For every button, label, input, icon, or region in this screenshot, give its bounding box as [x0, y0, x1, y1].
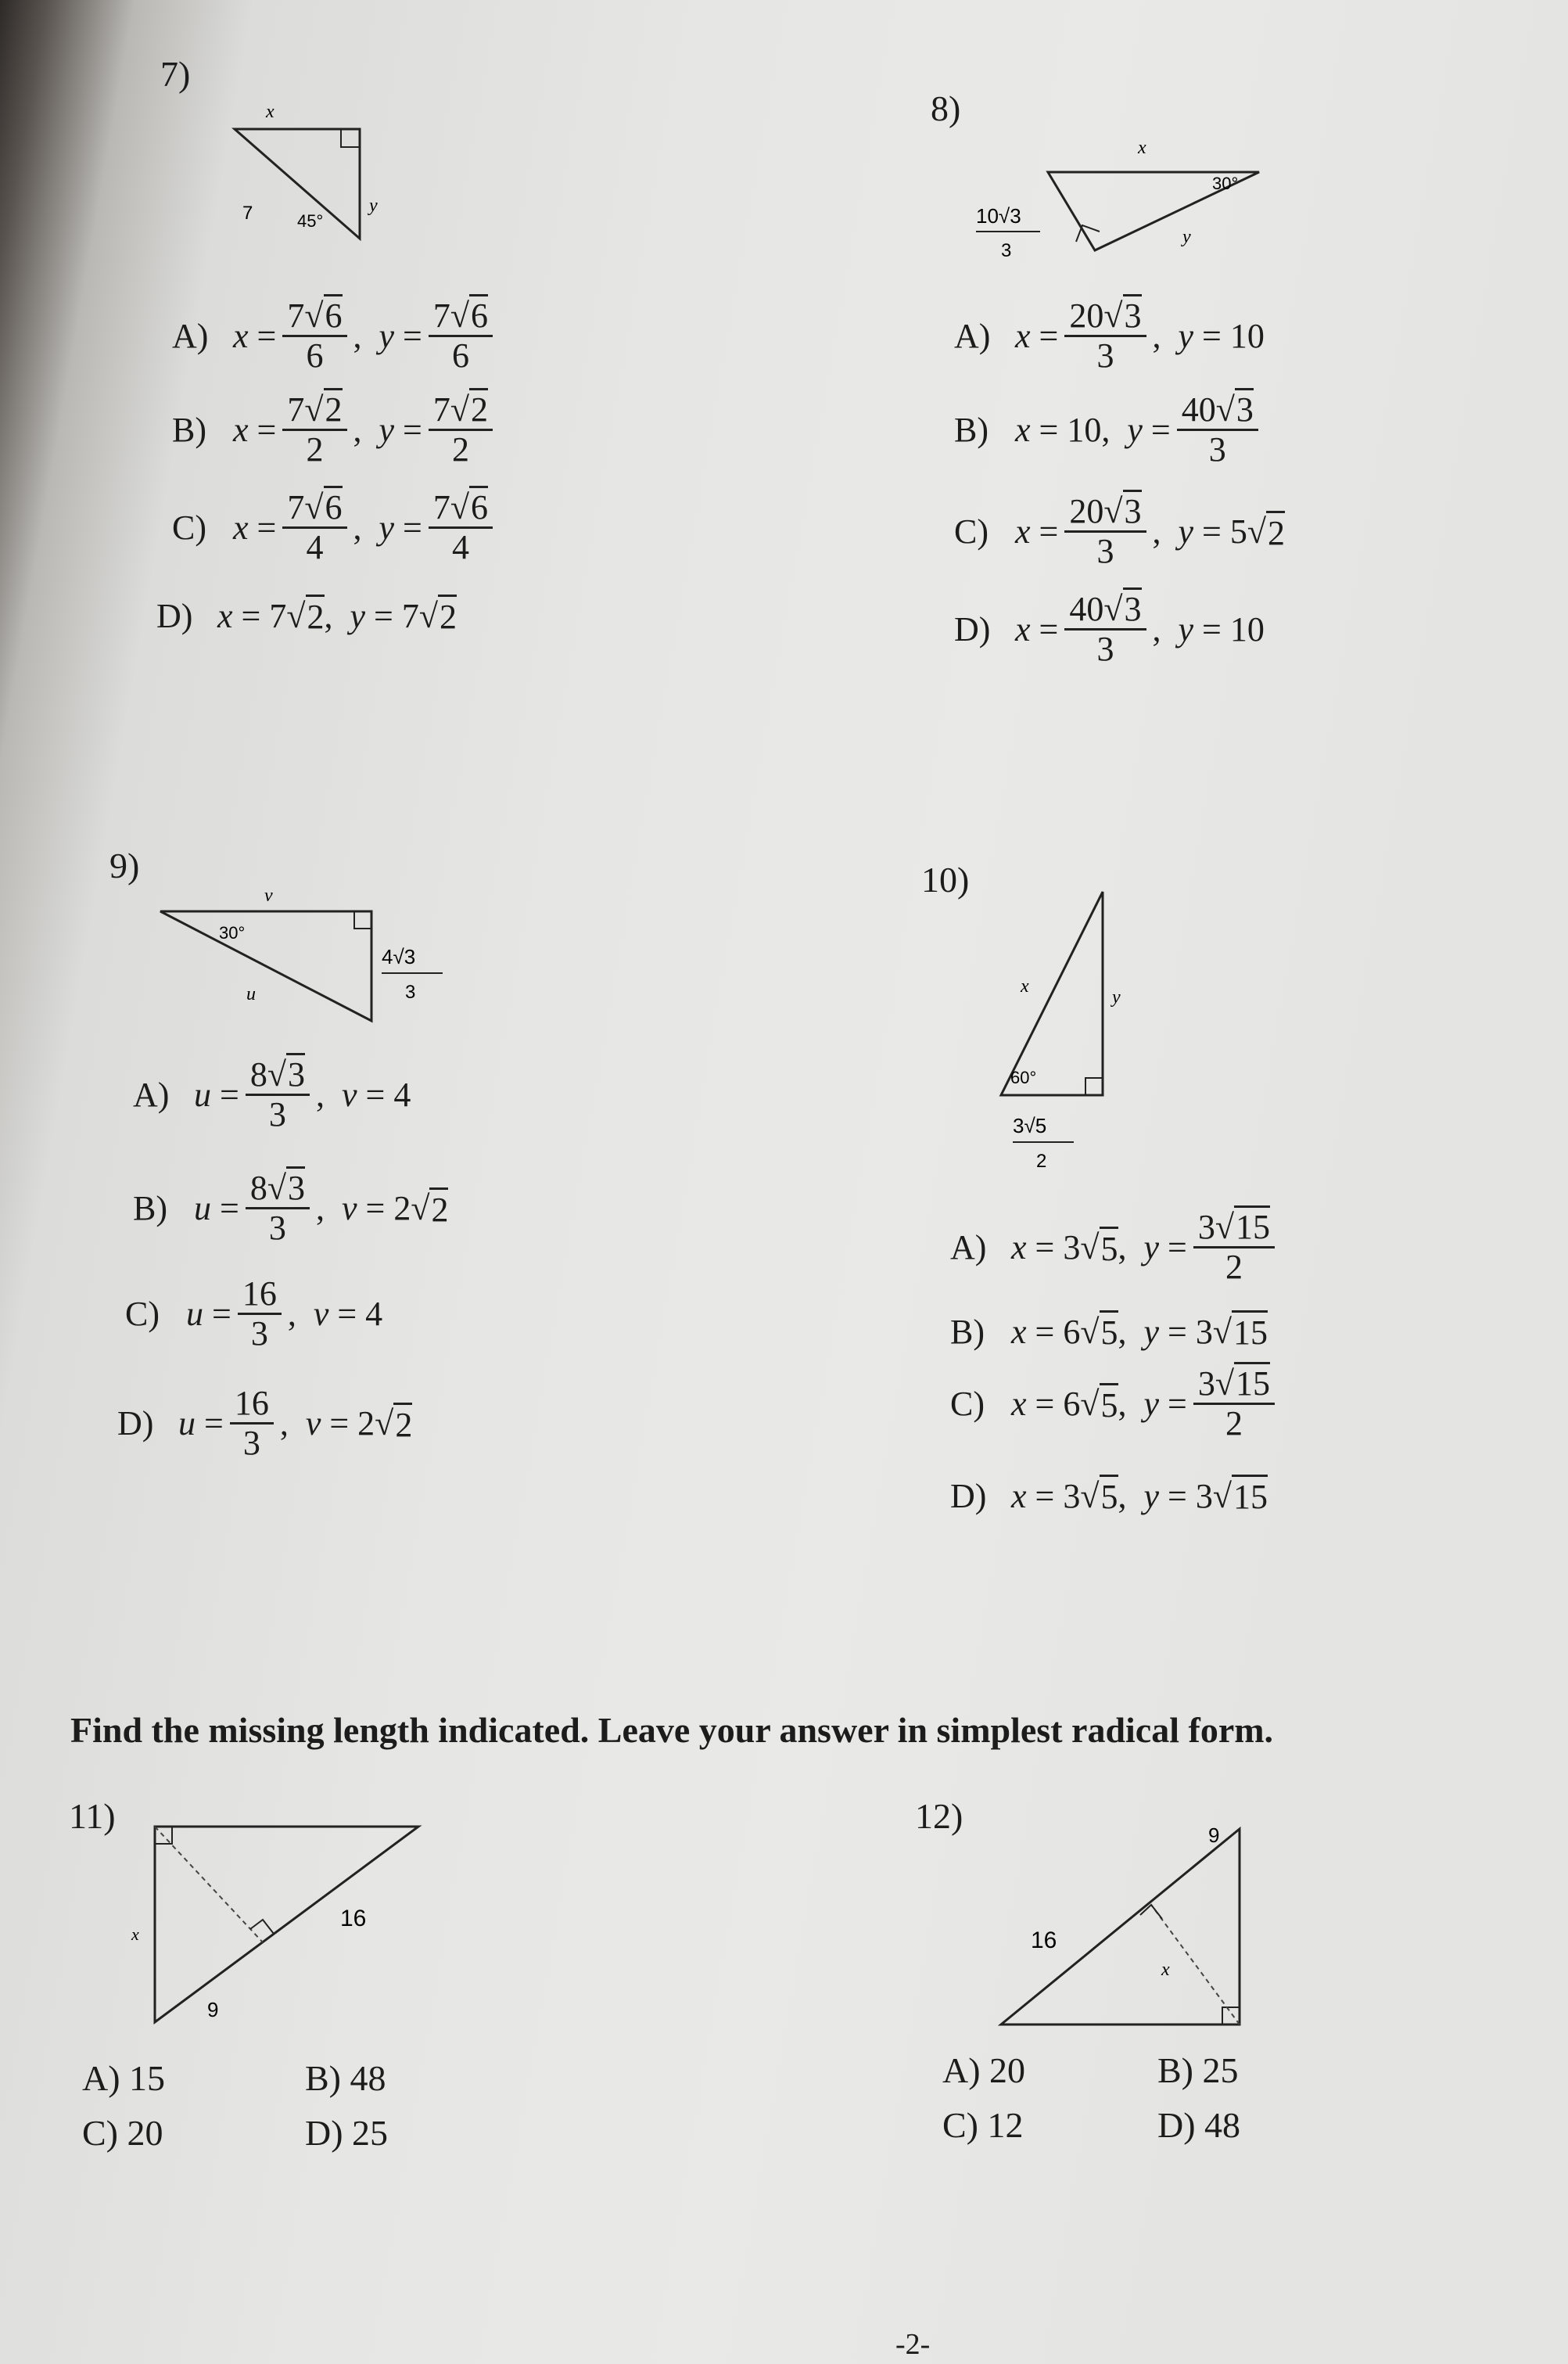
q7-label-angle: 45°	[297, 211, 324, 231]
q11-answer-b[interactable]: B) 48	[305, 2058, 386, 2098]
q12-answer-d[interactable]: D) 48	[1157, 2105, 1241, 2145]
question-10-figure	[978, 884, 1181, 1189]
question-11-figure	[117, 1815, 446, 2050]
q7-label-x: x	[266, 102, 274, 122]
question-8-number: 8)	[931, 88, 961, 128]
q8-choice-b[interactable]: B) x = 10, y = $\frac{40√3}{3}$	[954, 391, 1265, 469]
q9-label-u: u	[246, 984, 256, 1004]
question-9-number: 9)	[109, 846, 140, 886]
q9-choice-c[interactable]: C) u = $\frac{16}{3}$ , v = 4	[125, 1274, 383, 1353]
q8-choice-c[interactable]: C) x = $\frac{20√3}{3}$ , y = 5√ 2	[954, 493, 1285, 571]
question-7-number: 7)	[160, 54, 191, 94]
q8-label-y: y	[1182, 227, 1191, 247]
question-12-number: 12)	[915, 1796, 963, 1836]
q9-choice-b[interactable]: B) u = $\frac{8√3}{3}$ , v = 2√ 2	[133, 1169, 448, 1248]
q9-label-v: v	[264, 886, 273, 906]
page-number: -2-	[895, 2328, 931, 2361]
q8-choice-d[interactable]: D) x = $\frac{40√3}{3}$ , y = 10	[954, 591, 1265, 669]
q12-label-x: x	[1161, 1960, 1170, 1980]
q9-choice-a[interactable]: A) u = $\frac{8√3}{3}$ , v = 4	[133, 1056, 411, 1134]
q8-label-x: x	[1138, 138, 1146, 158]
instruction-heading: Find the missing length indicated. Leave your answer in simplest radical form.	[70, 1710, 1274, 1750]
question-10-number: 10)	[921, 860, 970, 900]
q10-choice-b[interactable]: B) x = 6√ 5 , y = 3√ 15	[950, 1310, 1268, 1353]
q9-choice-d[interactable]: D) u = $\frac{16}{3}$ , v = 2√ 2	[117, 1384, 413, 1463]
q7-choice-d[interactable]: D) x = 7√ 2 , y = 7√ 2	[156, 595, 457, 637]
q11-label-x: x	[131, 1924, 139, 1944]
q11-answer-c[interactable]: C) 20	[82, 2113, 163, 2153]
q9-label-right-num: 4√3	[382, 945, 416, 968]
q10-label-x: x	[1021, 976, 1029, 997]
q10-label-y: y	[1112, 987, 1121, 1008]
q12-label-16: 16	[1031, 1927, 1057, 1953]
question-12-figure	[978, 1815, 1283, 2050]
question-9-figure	[149, 876, 477, 1033]
q9-label-right-den: 3	[405, 982, 416, 1003]
q10-choice-c[interactable]: C) x = 6√ 5 , y = $\frac{3√15}{2}$	[950, 1365, 1281, 1443]
q7-choice-a[interactable]: A) x = $\frac{7√6}{6}$ , y = $\frac{7√6}{6}$	[172, 297, 499, 375]
q7-label-y: y	[369, 196, 378, 216]
q11-answer-a[interactable]: A) 15	[82, 2058, 166, 2098]
q10-label-angle: 60°	[1010, 1068, 1037, 1087]
question-8-figure	[962, 125, 1290, 282]
q12-answer-c[interactable]: C) 12	[942, 2105, 1024, 2145]
q12-answer-a[interactable]: A) 20	[942, 2050, 1026, 2090]
q10-choice-d[interactable]: D) x = 3√ 5 , y = 3√ 15	[950, 1475, 1268, 1517]
question-7-figure	[219, 94, 399, 289]
question-11-number: 11)	[69, 1796, 116, 1836]
q8-label-left-num: 10√3	[976, 204, 1021, 228]
q10-choice-a[interactable]: A) x = 3√ 5 , y = $\frac{3√15}{2}$	[950, 1209, 1281, 1287]
q9-label-angle: 30°	[219, 923, 246, 943]
q12-answer-b[interactable]: B) 25	[1157, 2050, 1239, 2090]
q7-choice-b[interactable]: B) x = $\frac{7√2}{2}$ , y = $\frac{7√2}{2}$	[172, 391, 499, 469]
q7-choice-c[interactable]: C) x = $\frac{7√6}{4}$ , y = $\frac{7√6}{4}$	[172, 489, 499, 567]
q10-label-bottom-num: 3√5	[1013, 1114, 1047, 1137]
q8-choice-a[interactable]: A) x = $\frac{20√3}{3}$ , y = 10	[954, 297, 1265, 375]
q8-label-angle: 30°	[1212, 174, 1239, 193]
q7-label-7: 7	[242, 203, 253, 224]
q12-label-9: 9	[1208, 1823, 1220, 1847]
q11-label-9: 9	[207, 1998, 219, 2021]
q10-label-bottom-den: 2	[1036, 1151, 1047, 1172]
q8-label-left-den: 3	[1001, 240, 1012, 261]
q11-answer-d[interactable]: D) 25	[305, 2113, 389, 2153]
q11-label-16: 16	[340, 1906, 367, 1931]
